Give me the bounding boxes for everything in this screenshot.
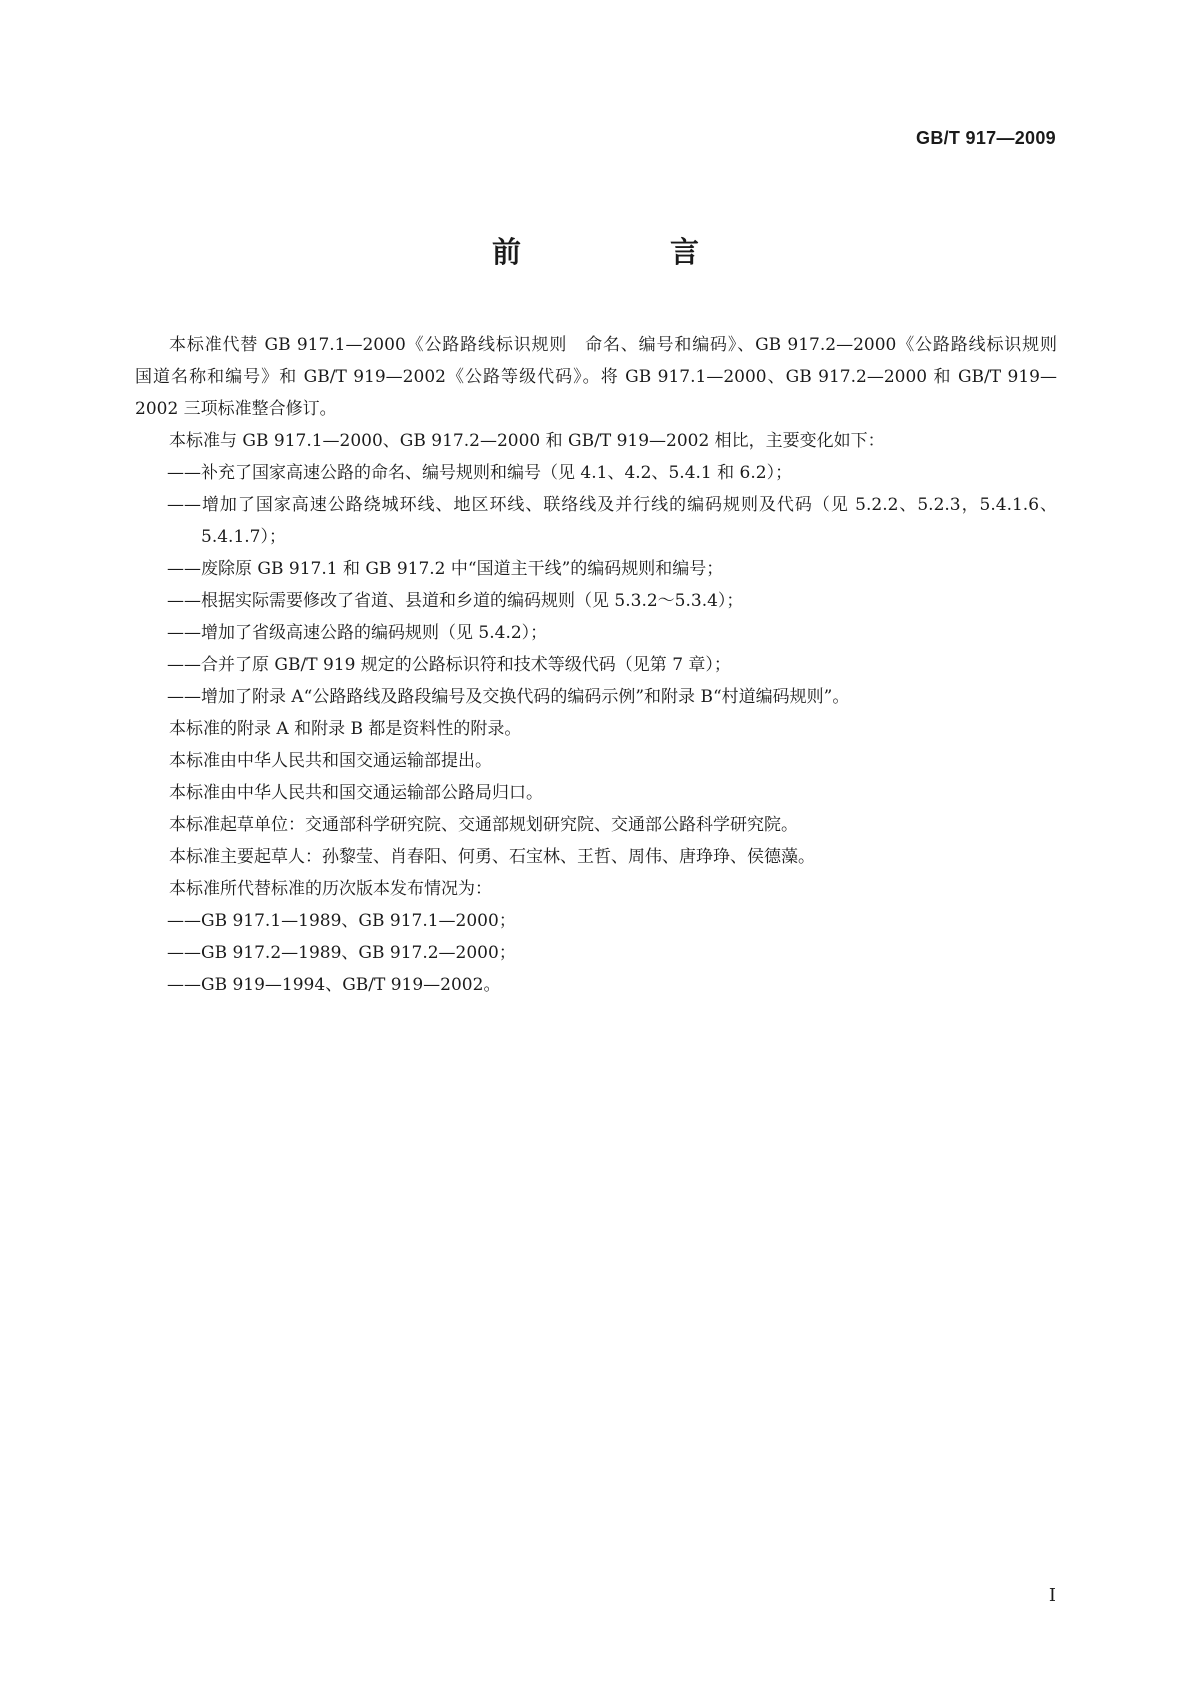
statement-proposer: 本标准由中华人民共和国交通运输部提出。: [169, 751, 492, 771]
foreword-body: [135, 329, 1074, 1001]
statement-administrator: 本标准由中华人民共和国交通运输部公路局归口。: [169, 783, 543, 803]
change-item: ——补充了国家高速公路的命名、编号规则和编号（见 4.1、4.2、5.4.1 和 6.2）；: [167, 463, 793, 483]
history-item: ——GB 917.2—1989、GB 917.2—2000；: [167, 943, 516, 963]
changes-list: [135, 457, 1057, 713]
paragraph-changes-intro: 本标准与 GB 917.1—2000、GB 917.2—2000 和 GB/T 919—2002 相比，主要变化如下：: [169, 431, 885, 451]
statement-drafters: 本标准主要起草人：孙黎莹、肖春阳、何勇、石宝林、王哲、周伟、唐琤琤、侯德藻。: [169, 847, 815, 867]
statement-appendix: 本标准的附录 A 和附录 B 都是资料性的附录。: [169, 719, 522, 739]
history-list: [135, 905, 1057, 1001]
history-item: ——GB 919—1994、GB/T 919—2002。: [167, 975, 501, 995]
statement-drafting-units: 本标准起草单位：交通部科学研究院、交通部规划研究院、交通部公路科学研究院。: [169, 815, 798, 835]
change-item: ——增加了附录 A“公路路线及路段编号及交换代码的编码示例”和附录 B“村道编码规则”。: [167, 687, 850, 707]
change-item: ——根据实际需要修改了省道、县道和乡道的编码规则（见 5.3.2～5.3.4）；: [167, 591, 744, 611]
page-number: I: [1048, 1585, 1056, 1606]
statement-history-intro: 本标准所代替标准的历次版本发布情况为：: [169, 879, 492, 899]
change-item: ——废除原 GB 917.1 和 GB 917.2 中“国道主干线”的编码规则和编号；: [167, 559, 724, 579]
history-item: ——GB 917.1—1989、GB 917.1—2000；: [167, 911, 516, 931]
change-item: ——增加了省级高速公路的编码规则（见 5.4.2）；: [167, 623, 548, 643]
change-item: ——合并了原 GB/T 919 规定的公路标识符和技术等级代码（见第 7 章）；: [167, 655, 731, 675]
paragraph-replacement: 本标准代替 GB 917.1—2000《公路路线标识规则 命名、编号和编码》、GB 917.2—2000《公路路线标识规则 国道名称和编号》和 GB/T 919—2002《公路等级代码》。将 GB 917.1—2000、GB 917.2—2000 和 GB/T 919—2002 三项标准整合修订。: [135, 335, 1074, 419]
change-item: ——增加了国家高速公路绕城环线、地区环线、联络线及并行线的编码规则及代码（见 5.2.2、5.2.3，5.4.1.6、5.4.1.7）；: [167, 495, 1057, 547]
page-title: 前 言: [491, 235, 759, 269]
standard-code: GB/T 917—2009: [916, 128, 1056, 148]
